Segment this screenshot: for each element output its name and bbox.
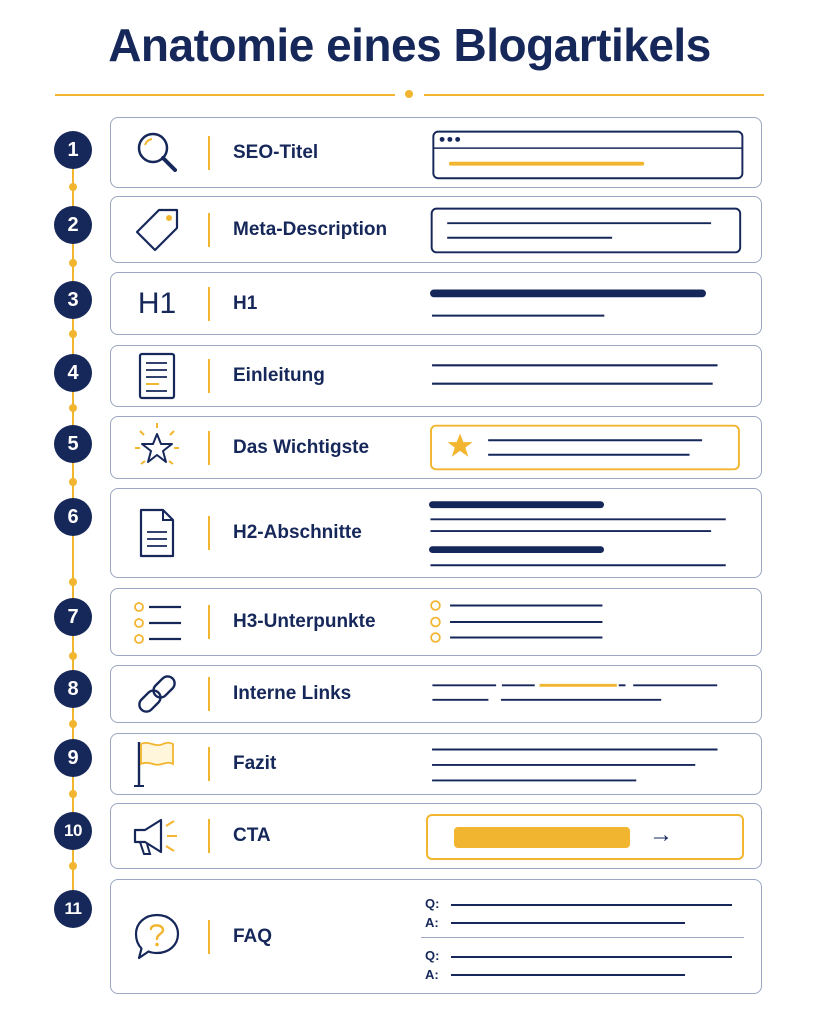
faq-divider (421, 937, 744, 938)
timeline-dot (69, 862, 77, 870)
card-einleitung (110, 345, 762, 407)
card-separator (208, 920, 210, 954)
star-icon (129, 420, 185, 476)
timeline-dot (69, 183, 77, 191)
card-label: H2-Abschnitte (233, 522, 362, 543)
title-divider-left (55, 94, 395, 96)
card-separator (208, 431, 210, 465)
heading-lines-graphic (411, 273, 756, 334)
faq-a-label: A: (425, 967, 439, 982)
card-fazit (110, 733, 762, 795)
subpoint-list-graphic (411, 589, 756, 655)
card-separator (208, 516, 210, 550)
browser-window-graphic (411, 118, 756, 187)
arrow-right-icon: → (649, 821, 673, 848)
card-label: H1 (233, 292, 258, 314)
card-separator (208, 359, 210, 393)
magnifier-icon (129, 125, 185, 181)
faq-q-line (451, 956, 732, 958)
step-number-8: 8 (54, 670, 92, 708)
step-number-5: 5 (54, 425, 92, 463)
timeline-dot (69, 259, 77, 267)
timeline-dot (69, 330, 77, 338)
paragraph-lines-graphic (411, 346, 756, 406)
card-separator (208, 136, 210, 170)
card-label: Fazit (233, 753, 277, 774)
section-blocks-graphic (411, 489, 756, 577)
step-number-11: 11 (54, 890, 92, 928)
faq-q-label: Q: (425, 948, 440, 963)
card-label: Das Wichtigste (233, 436, 370, 458)
timeline-dot (69, 652, 77, 660)
bullet-list-icon (129, 594, 185, 650)
tag-icon (129, 202, 185, 258)
card-h1 (110, 272, 762, 335)
card-label: Interne Links (233, 683, 352, 704)
timeline-dot (69, 578, 77, 586)
card-label: Einleitung (233, 365, 325, 386)
step-number-2: 2 (54, 206, 92, 244)
step-number-4: 4 (54, 354, 92, 392)
card-das-wichtigste (110, 416, 762, 479)
card-cta (110, 803, 762, 869)
document-folded-icon (129, 505, 185, 561)
card-meta-description (110, 196, 762, 263)
step-number-7: 7 (54, 598, 92, 636)
card-separator (208, 677, 210, 711)
link-icon (129, 666, 185, 722)
card-label: SEO-Titel (233, 141, 319, 163)
card-separator (208, 605, 210, 639)
step-number-9: 9 (54, 739, 92, 777)
title-divider-right (424, 94, 764, 96)
card-separator (208, 287, 210, 321)
h1-icon (129, 276, 185, 332)
highlight-box-graphic (411, 417, 756, 478)
document-lines-icon (129, 348, 185, 404)
megaphone-icon (129, 808, 185, 864)
card-label: FAQ (233, 925, 273, 947)
faq-q-line (451, 904, 732, 906)
card-label: Meta-Description (233, 218, 388, 240)
timeline-dot (69, 720, 77, 728)
cta-box-graphic (411, 804, 756, 868)
inline-link-lines-graphic (411, 666, 756, 722)
timeline-dot (69, 478, 77, 486)
timeline-dot (69, 404, 77, 412)
faq-a-line (451, 922, 685, 924)
cta-button-bar (454, 827, 630, 848)
card-faq (110, 879, 762, 994)
step-number-1: 1 (54, 131, 92, 169)
conclusion-lines-graphic (411, 734, 756, 794)
card-interne-links (110, 665, 762, 723)
timeline-dot (69, 790, 77, 798)
flag-icon (129, 736, 185, 792)
question-bubble-icon (129, 909, 185, 965)
card-separator (208, 819, 210, 853)
title-divider-dot (405, 90, 413, 98)
faq-a-line (451, 974, 685, 976)
card-h3-unterpunkte (110, 588, 762, 656)
faq-a-label: A: (425, 915, 439, 930)
card-separator (208, 213, 210, 247)
card-seo-title (110, 117, 762, 188)
card-separator (208, 747, 210, 781)
step-number-10: 10 (54, 812, 92, 850)
card-label: CTA (233, 825, 271, 846)
snippet-box-graphic (411, 197, 756, 262)
faq-q-label: Q: (425, 896, 440, 911)
card-label: H3-Unterpunkte (233, 611, 376, 632)
page-title: Anatomie eines Blogartikels (108, 19, 711, 71)
step-number-6: 6 (54, 498, 92, 536)
h1-icon-text: H1 (137, 286, 177, 320)
step-number-3: 3 (54, 281, 92, 319)
card-h2-abschnitte (110, 488, 762, 578)
faq-qa-graphic (411, 880, 756, 993)
